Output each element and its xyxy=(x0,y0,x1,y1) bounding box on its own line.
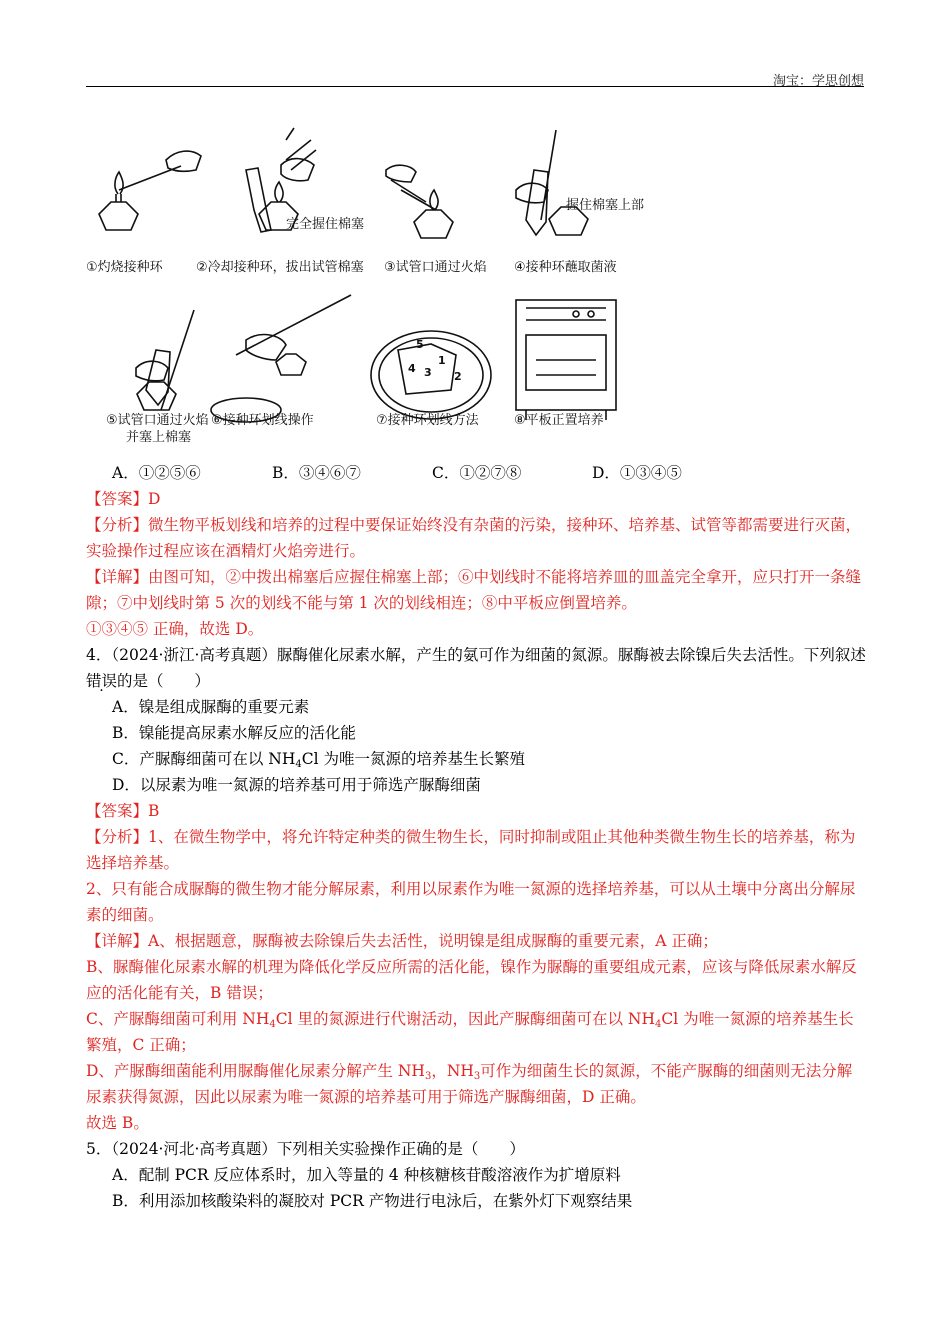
grip-full-label: 完全握住棉塞 xyxy=(286,217,365,232)
q4-analysis-1: 【分析】1、在微生物学中，将允许特定种类的微生物生长，同时抑制或阻止其他种类微生物生长的培养基，称为选择培养基。 xyxy=(86,828,856,872)
q3-option-a: A．①②⑤⑥ xyxy=(112,464,201,482)
q3-options xyxy=(86,460,866,486)
test-tube-icon-5 xyxy=(146,350,170,405)
plate-number: 4 xyxy=(408,362,416,375)
lamp-icon-5 xyxy=(137,382,176,410)
q3-answer: 【答案】D xyxy=(86,490,161,508)
loop-icon xyxy=(286,140,316,170)
q3-option-b: B．③④⑥⑦ xyxy=(272,464,361,482)
cotton-plug-icon xyxy=(286,128,294,140)
plate-number: 5 xyxy=(416,338,424,351)
q4-option-a: A．镍是组成脲酶的重要元素 xyxy=(112,698,310,716)
incubator-icon xyxy=(516,300,616,420)
step-5-label-line2: 并塞上棉塞 xyxy=(126,430,192,445)
plate-number: 2 xyxy=(454,370,462,383)
experiment-figure xyxy=(86,110,686,450)
step-6-label: ⑥接种环划线操作 xyxy=(211,413,314,428)
q3-analysis: 【分析】微生物平板划线和培养的过程中要保证始终没有杂菌的污染，接种环、培养基、试管等都需要进行灭菌，实验操作过程应该在酒精灯火焰旁进行。 xyxy=(86,516,862,560)
q4-detail-b: B、脲酶催化尿素水解的机理为降低化学反应所需的活化能，镍作为脲酶的重要组成元素，应该与降低尿素水解反应的活化能有关，B 错误； xyxy=(86,958,857,1002)
q5-option-a: A．配制 PCR 反应体系时，加入等量的 4 种核糖核苷酸溶液作为扩增原料 xyxy=(112,1166,621,1184)
q3-option-c: C．①②⑦⑧ xyxy=(432,464,522,482)
q4-emphasis: 错误 xyxy=(86,672,118,690)
step-7-label: ⑦接种环划线方法 xyxy=(376,413,479,428)
q4-analysis-2: 2、只有能合成脲酶的微生物才能分解尿素，利用以尿素作为唯一氮源的选择培养基，可以从土壤中分离出分解尿素的细菌。 xyxy=(86,880,856,924)
q4-detail-d: D、产脲酶细菌能利用脲酶催化尿素分解产生 $NH_3$，$NH_3$可作为细菌生长的氮源，不能产脲酶的细菌则无法分解尿素获得氮源，因此以尿素为唯一氮源的培养基可用于筛选产脲酶细菌，D 正确。 xyxy=(86,1062,853,1106)
step-8-label: ⑧平板正置培养 xyxy=(514,413,604,428)
lamp-icon xyxy=(99,172,138,230)
test-tube-icon xyxy=(246,168,271,232)
plate-number: 3 xyxy=(424,366,432,379)
q4-detail-a: 【详解】A、根据题意，脲酶被去除镍后失去活性，说明镍是组成脲酶的重要元素，A 正确； xyxy=(86,932,718,950)
q4-conclusion: 故选 B。 xyxy=(86,1114,149,1132)
step-3-label: ③试管口通过火焰 xyxy=(384,260,487,275)
plate-number: 1 xyxy=(438,354,446,367)
q3-option-d: D．①③④⑤ xyxy=(592,464,682,482)
figure-svg xyxy=(86,110,686,450)
step-1-label: ①灼烧接种环 xyxy=(86,260,163,275)
q4-detail-c: C、产脲酶细菌可利用 $NH_4Cl$ 里的氮源进行代谢活动，因此产脲酶细菌可在以 $NH_4Cl$ 为唯一氮源的培养基生长繁殖，C 正确； xyxy=(86,1010,854,1054)
test-tube-icon-3 xyxy=(391,180,426,202)
q5-option-b: B．利用添加核酸染料的凝胶对 PCR 产物进行电泳后，在紫外灯下观察结果 xyxy=(112,1192,633,1210)
q3-detail: 【详解】由图可知，②中拨出棉塞后应握住棉塞上部；⑥中划线时不能将培养皿的皿盖完全拿开，应只打开一条缝隙；⑦中划线时第 5 次的划线不能与第 1 次的划线相连；⑧中平板应倒置培养。 xyxy=(86,568,862,612)
step-4-label: ④接种环蘸取菌液 xyxy=(514,260,617,275)
q4-answer: 【答案】B xyxy=(86,802,160,820)
q5-stem: 5．（2024·河北·高考真题）下列相关实验操作正确的是（ ） xyxy=(86,1140,525,1158)
hand-icon-2 xyxy=(281,159,314,181)
q3-conclusion: ①③④⑤ 正确，故选 D。 xyxy=(86,620,264,638)
document-body xyxy=(86,460,866,1214)
hand-icon-3 xyxy=(386,165,416,182)
hand-icon xyxy=(166,151,201,171)
lamp-icon-6 xyxy=(276,354,306,375)
header-brand: 淘宝：学思创想 xyxy=(772,74,864,89)
q4-option-c: C．产脲酶细菌可在以 $NH_4Cl$ 为唯一氮源的培养基生长繁殖 xyxy=(112,750,525,770)
step-2-label: ②冷却接种环，拔出试管棉塞 xyxy=(196,260,364,275)
grip-top-label: 握住棉塞上部 xyxy=(566,198,645,213)
step-5-label: ⑤试管口通过火焰 xyxy=(106,413,209,428)
loop-icon-6 xyxy=(236,295,351,355)
q4-option-b: B．镍能提高尿素水解反应的活化能 xyxy=(112,724,356,742)
header-rule xyxy=(86,86,864,87)
q4-stem: 4．（2024·浙江·高考真题）脲酶催化尿素水解，产生的氨可作为细菌的氮源。脲酶被去除镍后失去活性。下列叙述错误的是（ ） xyxy=(86,646,866,690)
q4-option-d: D．以尿素为唯一氮源的培养基可用于筛选产脲酶细菌 xyxy=(112,776,481,794)
